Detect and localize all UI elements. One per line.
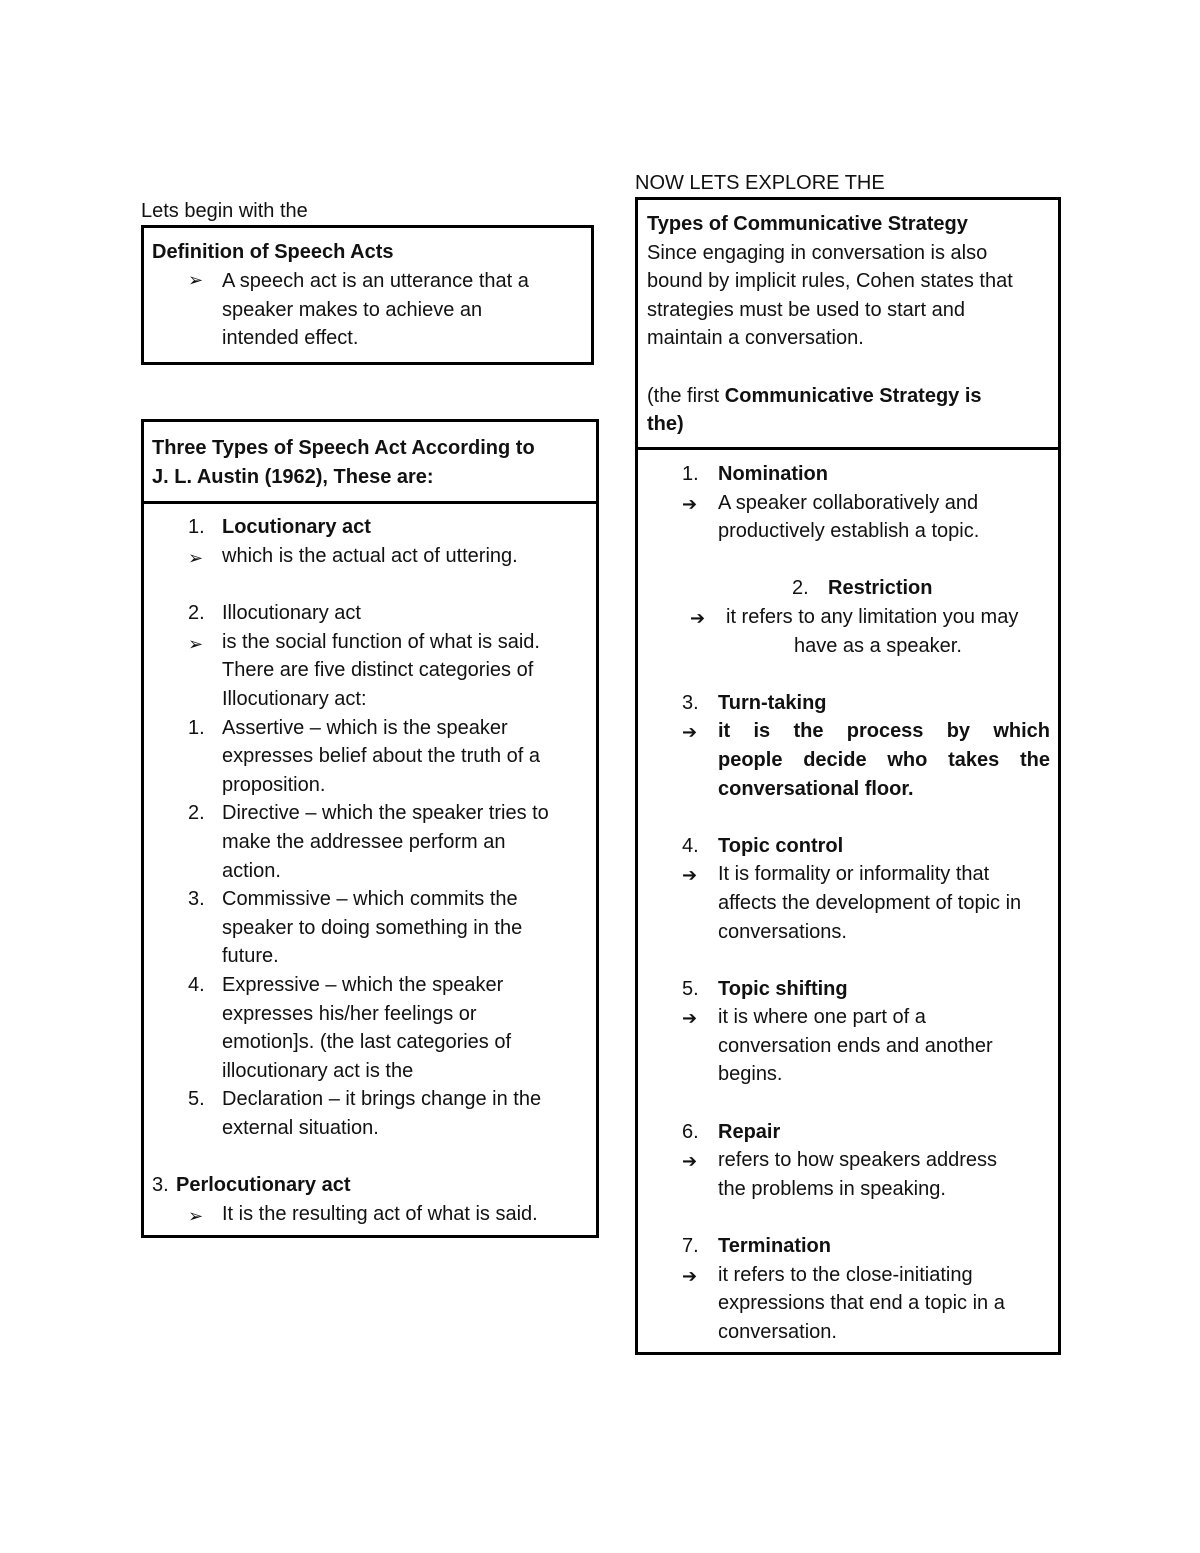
strategy-list: 1. Nomination ➔ A speaker collaboratively and productively establish a topic. 2. Restriction ➔ it refers to any limitation you may have as a speaker. 3. Turn-taking ➔ it is the process by which people decide who takes the conversational floor. 4. Topic control ➔ It is formality or informality that affects the development of topic in conversations. 5. Topic shifting ➔ it is where one part of a conversation ends and another begins. 6. Repair ➔ refers to how speakers address the problems in speaking. 7. Termination ➔ it refers to the close-initiating expressions that end a topic in a conversation.	[638, 460, 1058, 1346]
arrow-bullet-icon: ➔	[682, 493, 698, 514]
arrowhead-bullet-icon: ➢	[188, 633, 204, 654]
list-item: 3. Perlocutionary act	[144, 1171, 596, 1200]
arrow-bullet-icon: ➔	[682, 1008, 698, 1029]
list-item: 7. Termination	[682, 1235, 831, 1258]
list-item: 1. Nomination	[682, 463, 828, 485]
list-item: 5. Topic shifting	[682, 977, 848, 1000]
arrow-bullet-icon: ➔	[682, 1151, 698, 1172]
illocutionary-label: Illocutionary act	[222, 602, 361, 625]
list-item: ➢ which is the actual act of uttering.	[144, 542, 596, 571]
strategy-divider	[638, 447, 1058, 450]
strategy-title: Types of Communicative Strategy	[647, 213, 968, 235]
list-item: 5. Declaration – it brings change in the	[188, 1088, 542, 1111]
types-divider	[144, 501, 596, 504]
arrowhead-bullet-icon: ➢	[188, 547, 204, 568]
list-item: 1. Locutionary act	[144, 513, 596, 542]
definition-title: Definition of Speech Acts	[152, 241, 394, 263]
list-item: 2. Restriction	[792, 577, 933, 600]
types-header: Three Types of Speech Act According to J. L. Austin (1962), These are:	[152, 437, 535, 488]
speech-act-types-box	[141, 419, 599, 1238]
list-item: 1. Assertive – which is the speaker	[188, 716, 508, 739]
types-list: 1. Locutionary act ➢ which is the actual act of uttering. 2. Illocutionary act ➢ is the social function of what is said. There are five distinct categories of Illocutionary act: 1. Assertive – which is the speaker expresses belief about the truth of a proposition. 2. Directive – which the speaker tries to make the addressee perform an action. 3. Commissive – which commits the speaker to doing something in the future. 4. Expressive – which the speaker expresses his/her feelings or emotion]s. (the last categories of illocutionary act is the 5. Declaration – it brings change in the external situation. 3. Perlocutionary act ➢ It is the resulting act of what is said.	[144, 513, 596, 1229]
list-item: 6. Repair	[682, 1120, 781, 1143]
arrow-bullet-icon: ➔	[690, 607, 706, 628]
arrowhead-bullet-icon: ➢	[188, 270, 204, 290]
list-item: ➢ It is the resulting act of what is said.	[144, 1200, 596, 1229]
locutionary-label: Locutionary act	[222, 516, 371, 538]
arrow-bullet-icon: ➔	[682, 722, 698, 743]
arrowhead-bullet-icon: ➢	[188, 1206, 204, 1227]
list-item: 2. Directive – which the speaker tries to	[188, 802, 549, 825]
list-item: 3. Commissive – which commits the	[188, 888, 518, 911]
communicative-strategy-box	[635, 197, 1061, 1355]
list-item: ➢ is the social function of what is said.	[144, 628, 596, 657]
definition-text: A speech act is an utterance that a speaker makes to achieve an intended effect.	[222, 270, 529, 350]
arrow-bullet-icon: ➔	[682, 1265, 698, 1286]
list-item: 3. Turn-taking	[682, 691, 827, 714]
list-item: 4. Expressive – which the speaker	[188, 973, 504, 996]
list-item: 2. Illocutionary act	[144, 599, 596, 628]
perlocutionary-label: Perlocutionary act	[176, 1174, 351, 1197]
list-item: 4. Topic control	[682, 834, 844, 857]
left-caption: Lets begin with the	[141, 200, 308, 222]
definition-box	[141, 225, 594, 365]
strategy-intro: Types of Communicative Strategy Since engaging in conversation is also bound by implicit rules, Cohen states that strategies must be used to start and maintain a conversation. (the first Communicative Strategy is the)	[647, 210, 1013, 439]
arrow-bullet-icon: ➔	[682, 865, 698, 886]
right-caption: NOW LETS EXPLORE THE	[635, 172, 885, 194]
